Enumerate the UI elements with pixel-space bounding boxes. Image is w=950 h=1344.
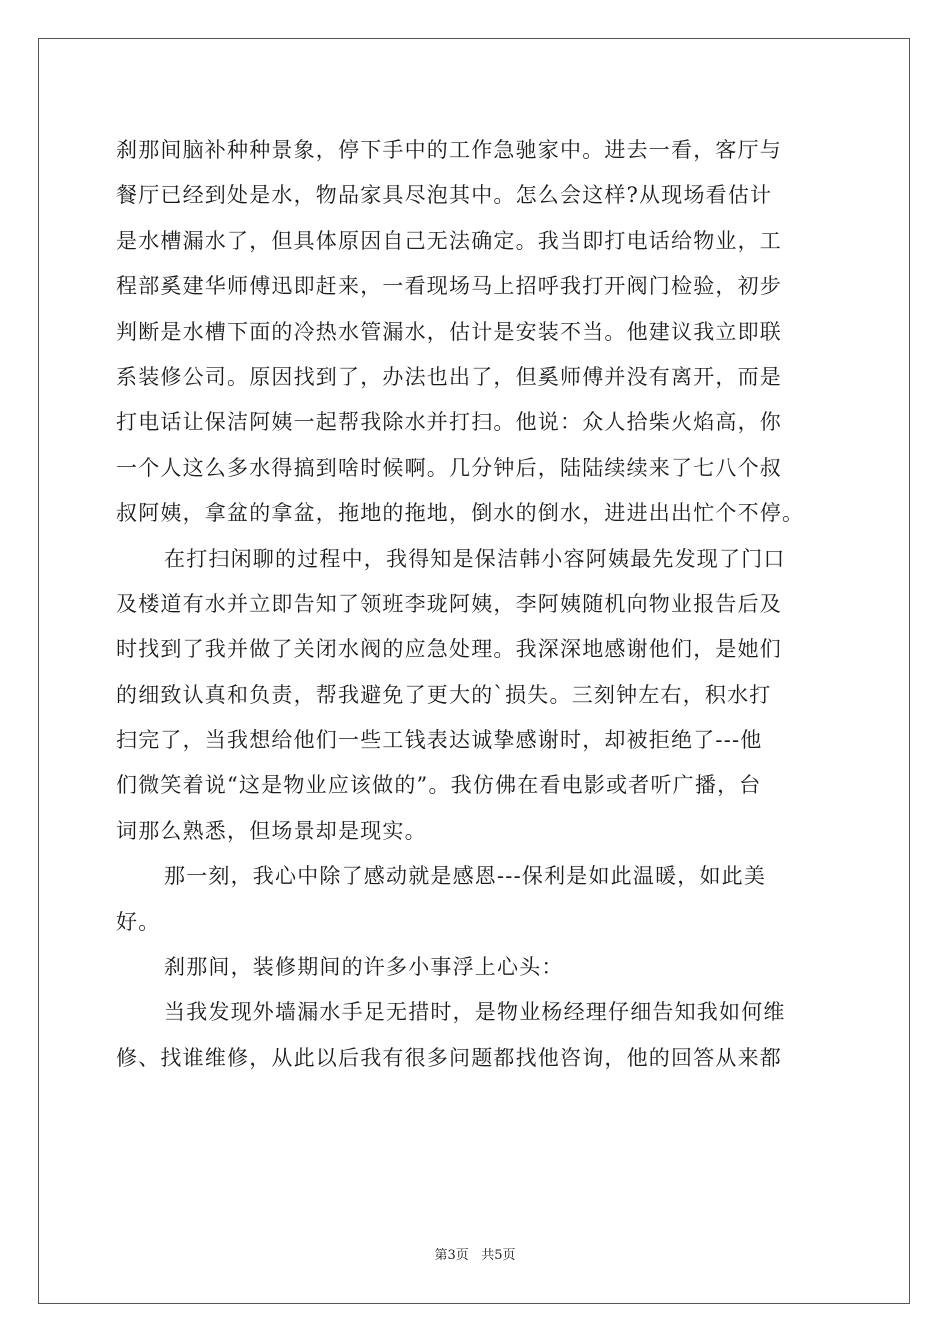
page-number: 第3页 [434, 1248, 469, 1263]
text-line: 们微笑着说“这是物业应该做的”。我仿佛在看电影或者听广播，台 [116, 773, 762, 798]
text-line: 餐厅已经到处是水，物品家具尽泡其中。怎么会这样?从现场看估计 [116, 183, 773, 208]
document-body [116, 128, 836, 1081]
paragraph-start-line: 那一刻，我心中除了感动就是感恩---保利是如此温暖，如此美 [164, 864, 767, 889]
text-line: 扫完了，当我想给他们一些工钱表达诚挚感谢时，却被拒绝了---他 [116, 728, 763, 753]
text-line: 修、找谁维修，从此以后我有很多问题都找他咨询，他的回答从来都 [116, 1045, 782, 1070]
text-line: 刹那间脑补种种景象，停下手中的工作急驰家中。进去一看，客厅与 [116, 138, 782, 162]
text-line: 词那么熟悉，但场景却是现实。 [116, 818, 427, 843]
text-line: 程部奚建华师傅迅即赶来，一看现场马上招呼我打开阀门检验，初步 [116, 274, 782, 299]
paragraph-start-line: 在打扫闲聊的过程中，我得知是保洁韩小容阿姨最先发现了门口 [164, 546, 786, 571]
text-line: 一个人这么多水得搞到啥时候啊。几分钟后，陆陆续续来了七八个叔 [116, 455, 782, 480]
text-line: 好。 [116, 909, 161, 934]
paragraph-start-line: 当我发现外墙漏水手足无措时，是物业杨经理仔细告知我如何维 [164, 1000, 786, 1025]
page-total: 共5页 [481, 1248, 516, 1263]
text-line: 打电话让保洁阿姨一起帮我除水并打扫。他说：众人拾柴火焰高，你 [116, 410, 782, 435]
text-line: 时找到了我并做了关闭水阀的应急处理。我深深地感谢他们，是她们 [116, 637, 782, 662]
text-line: 系装修公司。原因找到了，办法也出了，但奚师傅并没有离开，而是 [116, 364, 782, 389]
text-line: 及楼道有水并立即告知了领班李珑阿姨，李阿姨随机向物业报告后及 [116, 591, 782, 616]
paragraph-start-line: 刹那间，装修期间的许多小事浮上心头： [164, 955, 564, 980]
text-line: 的细致认真和负责，帮我避免了更大的`损失。三刻钟左右，积水打 [116, 682, 772, 707]
text-line: 判断是水槽下面的冷热水管漏水，估计是安装不当。他建议我立即联 [116, 319, 782, 344]
text-line: 是水槽漏水了，但具体原因自己无法确定。我当即打电话给物业，工 [116, 228, 782, 253]
text-line: 叔阿姨，拿盆的拿盆，拖地的拖地，倒水的倒水，进进出出忙个不停。 [116, 501, 805, 526]
page-footer [0, 1244, 950, 1263]
